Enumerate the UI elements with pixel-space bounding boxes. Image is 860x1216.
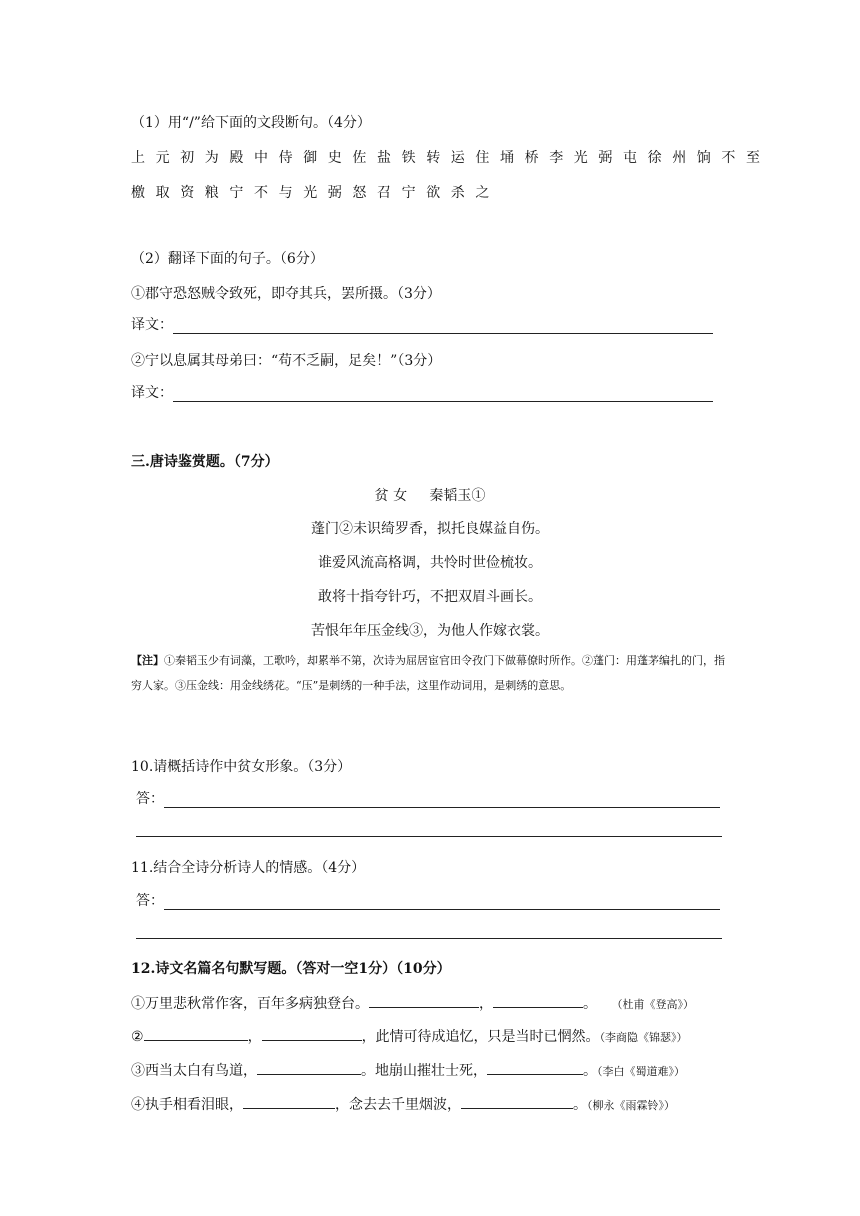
item-text: 。 <box>573 1097 587 1113</box>
poem-title: 贫 女 秦韬玉① <box>374 488 486 504</box>
fill-blank[interactable] <box>461 1095 573 1109</box>
translation-blank[interactable] <box>173 387 713 402</box>
item-text: 。 <box>583 996 597 1012</box>
poem-line-2: 谁爱风流高格调，共怜时世俭梳妆。 <box>318 555 542 571</box>
item-text: ， <box>479 996 493 1012</box>
answer-blank-continued[interactable] <box>136 836 722 837</box>
item-text: ①万里悲秋常作客，百年多病独登台。 <box>131 996 369 1012</box>
item-text: ③西当太白有鸟道， <box>131 1063 257 1079</box>
item-text: ④执手相看泪眼， <box>131 1097 243 1113</box>
recitation-item-2 <box>131 1026 688 1046</box>
item-source: （柳永《雨霖铃》） <box>587 1099 675 1112</box>
item-text: ， <box>247 1029 262 1045</box>
item-text: ，此情可待成追忆，只是当时已惘然。 <box>361 1029 600 1045</box>
answer-row-10[interactable] <box>136 788 720 808</box>
question-12-title: 12.诗文名篇名句默写题。（答对一空1分）（10分） <box>131 961 451 977</box>
fill-blank[interactable] <box>243 1095 335 1109</box>
fill-blank[interactable] <box>144 1027 248 1041</box>
answer-label: 答： <box>136 791 164 807</box>
item-source: （李白《蜀道难》） <box>597 1065 685 1078</box>
item-text: 。 <box>583 1063 597 1079</box>
fill-blank[interactable] <box>493 994 583 1008</box>
q2-sentence-1: ①郡守恐怒贼令致死，即夺其兵，罢所摄。（3分） <box>131 286 441 302</box>
item-text: 。地崩山摧壮士死， <box>361 1063 487 1079</box>
answer-blank[interactable] <box>164 793 720 808</box>
translation-row-1[interactable] <box>131 314 713 334</box>
recitation-item-1 <box>131 993 694 1013</box>
answer-blank-continued[interactable] <box>136 938 722 939</box>
translation-label: 译文： <box>131 385 173 401</box>
fill-blank[interactable] <box>262 1027 362 1041</box>
q1-passage-line-2: 檄取资粮宁不与光弼怒召宁欲杀之 <box>131 185 500 201</box>
poem-line-3: 敢将十指夸针巧，不把双眉斗画长。 <box>318 589 542 605</box>
recitation-item-3 <box>131 1060 685 1080</box>
recitation-item-4 <box>131 1094 675 1114</box>
answer-label: 答： <box>136 893 164 909</box>
answer-blank[interactable] <box>164 895 720 910</box>
translation-row-2[interactable] <box>131 382 713 402</box>
fill-blank[interactable] <box>487 1061 583 1075</box>
q1-passage-line-1: 上元初为殿中侍御史佐盐铁转运住埇桥李光弼屯徐州饷不至 <box>131 150 771 166</box>
fill-blank[interactable] <box>369 994 479 1008</box>
translation-label: 译文： <box>131 317 173 333</box>
note-text: ①秦韬玉少有词藻，工歌吟，却累举不第，次诗为屈居宦官田令孜门下做幕僚时所作。②蓬门：用蓬茅编扎的门，指穷人家。③压金线：用金线绣花。“压”是刺绣的一种手法，这里作动词用，是刺绣的意思。 <box>131 654 725 692</box>
item-text: ② <box>131 1029 144 1045</box>
poem-line-4: 苦恨年年压金线③，为他人作嫁衣裳。 <box>311 623 549 639</box>
section-3-title: 三.唐诗鉴赏题。（7分） <box>131 454 279 470</box>
note-label: 【注】 <box>131 654 164 667</box>
q1-title: （1）用“/”给下面的文段断句。（4分） <box>131 115 371 131</box>
poem-note <box>131 648 731 698</box>
item-text: ，念去去千里烟波， <box>335 1097 461 1113</box>
question-10: 10.请概括诗作中贫女形象。（3分） <box>131 759 352 775</box>
q2-title: （2）翻译下面的句子。（6分） <box>131 251 324 267</box>
fill-blank[interactable] <box>257 1061 361 1075</box>
q2-sentence-2: ②宁以息属其母弟曰：“苟不乏嗣，足矣！”（3分） <box>131 353 442 369</box>
item-source: （李商隐《锦瑟》） <box>599 1031 688 1044</box>
question-11: 11.结合全诗分析诗人的情感。（4分） <box>131 860 366 876</box>
poem-line-1: 蓬门②未识绮罗香，拟托良媒益自伤。 <box>311 521 549 537</box>
item-source: （杜甫《登高》） <box>611 998 694 1011</box>
answer-row-11[interactable] <box>136 890 720 910</box>
translation-blank[interactable] <box>173 319 713 334</box>
